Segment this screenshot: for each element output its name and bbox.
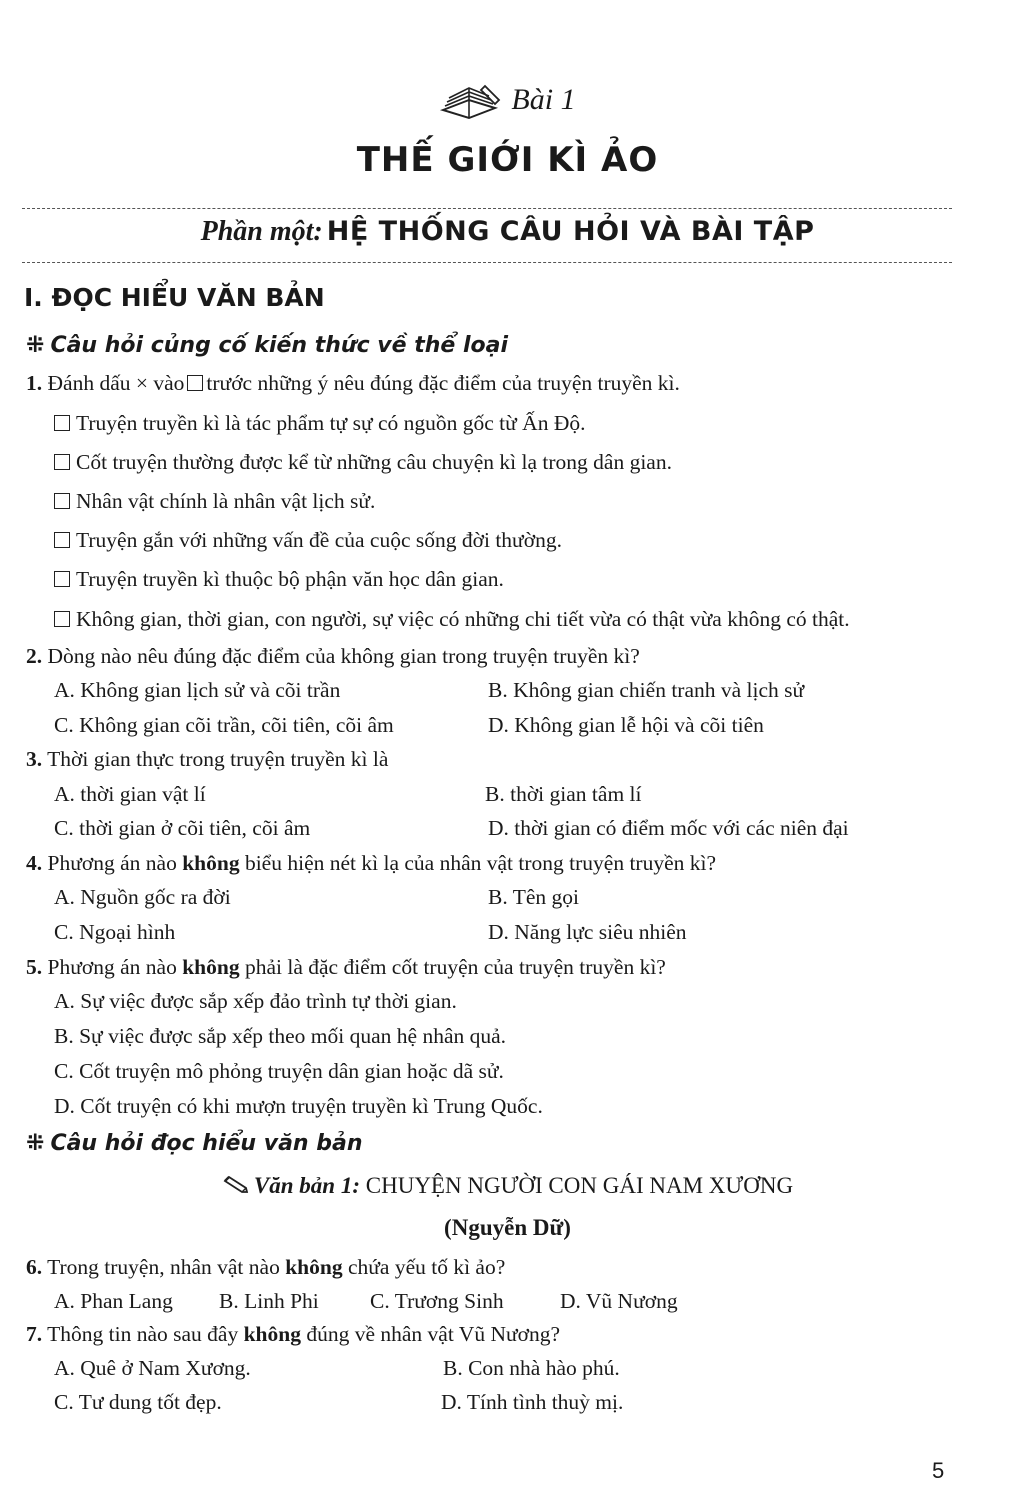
part-prefix: Phần một:	[200, 216, 323, 247]
text-title: CHUYỆN NGƯỜI CON GÁI NAM XƯƠNG	[365, 1173, 794, 1198]
question-number: 6.	[26, 1255, 43, 1279]
question-text: phải là đặc điểm cốt truyện của truyện truyền kì?	[244, 955, 666, 979]
subhead-reading-text: Câu hỏi đọc hiểu văn bản	[50, 1131, 363, 1156]
subhead-genre	[26, 333, 508, 358]
question-text: Dòng nào nêu đúng đặc điểm của không gian trong truyện truyền kì?	[47, 644, 640, 668]
book-icon	[439, 80, 505, 120]
question-text: Thông tin nào sau đây	[47, 1322, 239, 1346]
lesson-label	[0, 78, 1015, 122]
option-b: B. Không gian chiến tranh và lịch sử	[488, 678, 805, 702]
question-number: 4.	[26, 851, 43, 875]
question-number: 3.	[26, 747, 43, 771]
subhead-genre-text: Câu hỏi củng cố kiến thức về thể loại	[50, 333, 508, 358]
page-number: 5	[932, 1458, 945, 1483]
item-text: Truyện truyền kì là tác phẩm tự sự có nguồn gốc từ Ấn Độ.	[76, 411, 586, 435]
question-text: Phương án nào	[47, 851, 177, 875]
option-c: C. Ngoại hình	[54, 920, 176, 944]
question-text: Thời gian thực trong truyện truyền kì là	[47, 747, 389, 771]
q1-item-4	[54, 528, 562, 554]
option-a: A. Sự việc được sắp xếp đảo trình tự thời gian.	[54, 989, 457, 1013]
item-text: Truyện gắn với những vấn đề của cuộc sống đời thường.	[76, 528, 562, 552]
emphasis-text: không	[285, 1255, 343, 1279]
chapter-title: THẾ GIỚI KÌ ẢO	[356, 140, 659, 180]
option-b: B. Tên gọi	[488, 885, 579, 909]
checkbox[interactable]	[54, 611, 70, 627]
q1-item-5	[54, 567, 504, 593]
emphasis-text: không	[243, 1322, 301, 1346]
question-text: biểu hiện nét kì lạ của nhân vật trong truyện truyền kì?	[244, 851, 717, 875]
option-b: B. thời gian tâm lí	[485, 782, 642, 806]
question-7	[26, 1322, 560, 1348]
emphasis-text: không	[182, 851, 240, 875]
checkbox[interactable]	[54, 493, 70, 509]
question-6	[26, 1255, 505, 1281]
author: (Nguyễn Dữ)	[444, 1215, 571, 1240]
question-text: trước những ý nêu đúng đặc điểm của truyện truyền kì.	[206, 371, 680, 395]
bullet-icon: ⁜	[26, 1131, 45, 1156]
option-d: D. Tính tình thuỳ mị.	[441, 1390, 624, 1414]
part-title	[0, 216, 1015, 248]
option-a: A. Không gian lịch sử và cõi trần	[54, 678, 341, 702]
item-text: Nhân vật chính là nhân vật lịch sử.	[76, 489, 376, 513]
option-c: C. Trương Sinh	[370, 1289, 504, 1313]
question-4	[26, 851, 716, 877]
option-d: D. Không gian lễ hội và cõi tiên	[488, 713, 764, 737]
item-text: Cốt truyện thường được kể từ những câu chuyện kì lạ trong dân gian.	[76, 450, 672, 474]
checkbox[interactable]	[54, 415, 70, 431]
text-heading	[0, 1173, 1015, 1199]
option-a: A. Quê ở Nam Xương.	[54, 1356, 251, 1380]
checkbox[interactable]	[54, 532, 70, 548]
question-number: 1.	[26, 371, 43, 395]
option-d: D. Năng lực siêu nhiên	[488, 920, 687, 944]
checkbox[interactable]	[54, 454, 70, 470]
item-text: Truyện truyền kì thuộc bộ phận văn học dân gian.	[76, 567, 504, 591]
part-heading: HỆ THỐNG CÂU HỎI VÀ BÀI TẬP	[326, 216, 815, 247]
q1-item-2	[54, 450, 672, 476]
text-label: Văn bản 1:	[253, 1173, 361, 1198]
checkbox[interactable]	[54, 571, 70, 587]
q1-item-1	[54, 411, 585, 437]
question-3	[26, 747, 388, 773]
option-a: A. Nguồn gốc ra đời	[54, 885, 231, 909]
option-c: C. Tư dung tốt đẹp.	[54, 1390, 222, 1414]
option-b: B. Linh Phi	[219, 1289, 319, 1313]
option-b: B. Con nhà hào phú.	[443, 1356, 620, 1380]
divider-bottom	[22, 262, 952, 263]
pencil-icon	[222, 1175, 250, 1195]
option-d: D. thời gian có điểm mốc với các niên đại	[488, 816, 849, 840]
q1-item-6	[54, 607, 850, 633]
checkbox-icon	[187, 375, 203, 391]
question-text: chứa yếu tố kì ảo?	[347, 1255, 506, 1279]
lesson-number: Bài 1	[511, 83, 576, 116]
question-text: Trong truyện, nhân vật nào	[47, 1255, 280, 1279]
emphasis-text: không	[182, 955, 240, 979]
question-number: 2.	[26, 644, 43, 668]
subhead-reading	[26, 1131, 363, 1156]
question-text: Phương án nào	[47, 955, 177, 979]
question-number: 5.	[26, 955, 43, 979]
question-text: Đánh dấu × vào	[47, 371, 185, 395]
option-c: C. thời gian ở cõi tiên, cõi âm	[54, 816, 311, 840]
option-c: C. Không gian cõi trần, cõi tiên, cõi âm	[54, 713, 394, 737]
option-a: A. thời gian vật lí	[54, 782, 206, 806]
option-d: D. Vũ Nương	[560, 1289, 678, 1313]
question-number: 7.	[26, 1322, 43, 1346]
option-d: D. Cốt truyện có khi mượn truyện truyền kì Trung Quốc.	[54, 1094, 543, 1118]
question-text: đúng về nhân vật Vũ Nương?	[306, 1322, 561, 1346]
divider-top	[22, 208, 952, 209]
option-c: C. Cốt truyện mô phỏng truyện dân gian hoặc dã sử.	[54, 1059, 504, 1083]
option-b: B. Sự việc được sắp xếp theo mối quan hệ nhân quả.	[54, 1024, 507, 1048]
option-a: A. Phan Lang	[54, 1289, 173, 1313]
item-text: Không gian, thời gian, con người, sự việc có những chi tiết vừa có thật vừa không có thật.	[76, 607, 850, 631]
bullet-icon: ⁜	[26, 333, 45, 358]
q1-item-3	[54, 489, 375, 515]
question-5	[26, 955, 666, 981]
section-title: I. ĐỌC HIỂU VĂN BẢN	[24, 283, 325, 312]
question-1	[26, 371, 680, 397]
question-2	[26, 644, 640, 670]
